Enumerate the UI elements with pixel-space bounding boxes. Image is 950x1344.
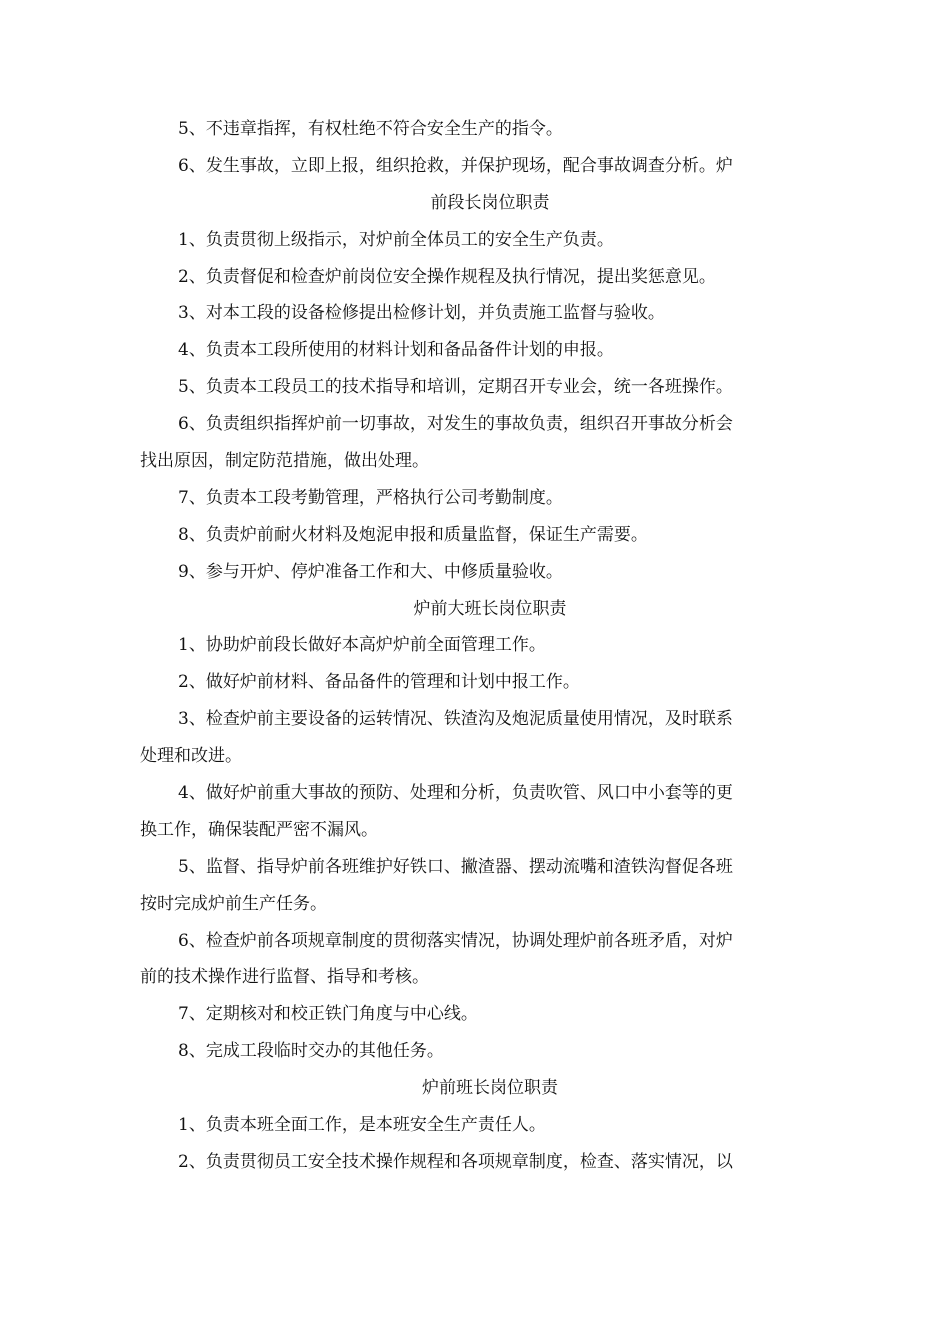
paragraph-line: 2、负责督促和检查炉前岗位安全操作规程及执行情况，提出奖惩意见。 [178, 266, 716, 287]
paragraph-line: 7、定期核对和校正铁门角度与中心线。 [178, 1004, 478, 1025]
paragraph-line: 2、做好炉前材料、备品备件的管理和计划中报工作。 [178, 672, 580, 693]
section-heading: 前段长岗位职责 [430, 192, 550, 213]
section-heading: 炉前大班长岗位职责 [413, 598, 567, 619]
paragraph-line: 1、协助炉前段长做好本高炉炉前全面管理工作。 [178, 635, 546, 656]
paragraph-line: 5、负责本工段员工的技术指导和培训，定期召开专业会，统一各班操作。 [178, 377, 733, 398]
paragraph-continuation: 找出原因，制定防范措施，做出处理。 [140, 451, 429, 472]
section-heading: 炉前班长岗位职责 [422, 1078, 558, 1099]
document-body [140, 111, 810, 1181]
paragraph-continuation: 前的技术操作进行监督、指导和考核。 [140, 967, 429, 988]
paragraph-continuation: 换工作，确保装配严密不漏风。 [140, 819, 378, 840]
paragraph-line: 4、负责本工段所使用的材料计划和备品备件计划的申报。 [178, 340, 614, 361]
paragraph-line: 5、不违章指挥，有权杜绝不符合安全生产的指令。 [178, 119, 563, 139]
paragraph-line: 6、负责组织指挥炉前一切事故，对发生的事故负责，组织召开事故分析会 [178, 414, 733, 435]
paragraph-line: 6、检查炉前各项规章制度的贯彻落实情况，协调处理炉前各班矛盾，对炉 [178, 930, 733, 951]
paragraph-line: 3、检查炉前主要设备的运转情况、铁渣沟及炮泥质量使用情况，及时联系 [178, 709, 733, 730]
paragraph-line: 6、发生事故，立即上报，组织抢救，并保护现场，配合事故调查分析。炉 [178, 155, 733, 176]
paragraph-line: 4、做好炉前重大事故的预防、处理和分析，负责吹管、风口中小套等的更 [178, 783, 733, 804]
paragraph-line: 8、完成工段临时交办的其他任务。 [178, 1041, 444, 1062]
paragraph-continuation: 按时完成炉前生产任务。 [140, 893, 327, 914]
paragraph-line: 1、负责本班全面工作，是本班安全生产责任人。 [178, 1115, 546, 1136]
paragraph-line: 8、负责炉前耐火材料及炮泥申报和质量监督，保证生产需要。 [178, 524, 648, 545]
paragraph-line: 5、监督、指导炉前各班维护好铁口、撇渣器、摆动流嘴和渣铁沟督促各班 [178, 856, 733, 877]
paragraph-line: 7、负责本工段考勤管理，严格执行公司考勤制度。 [178, 487, 563, 508]
paragraph-line: 2、负责贯彻员工安全技术操作规程和各项规章制度，检查、落实情况，以 [178, 1151, 733, 1172]
paragraph-line: 9、参与开炉、停炉准备工作和大、中修质量验收。 [178, 561, 563, 582]
paragraph-line: 1、负责贯彻上级指示，对炉前全体员工的安全生产负责。 [178, 229, 614, 250]
paragraph-continuation: 处理和改进。 [140, 746, 242, 767]
paragraph-line: 3、对本工段的设备检修提出检修计划，并负责施工监督与验收。 [178, 303, 665, 324]
